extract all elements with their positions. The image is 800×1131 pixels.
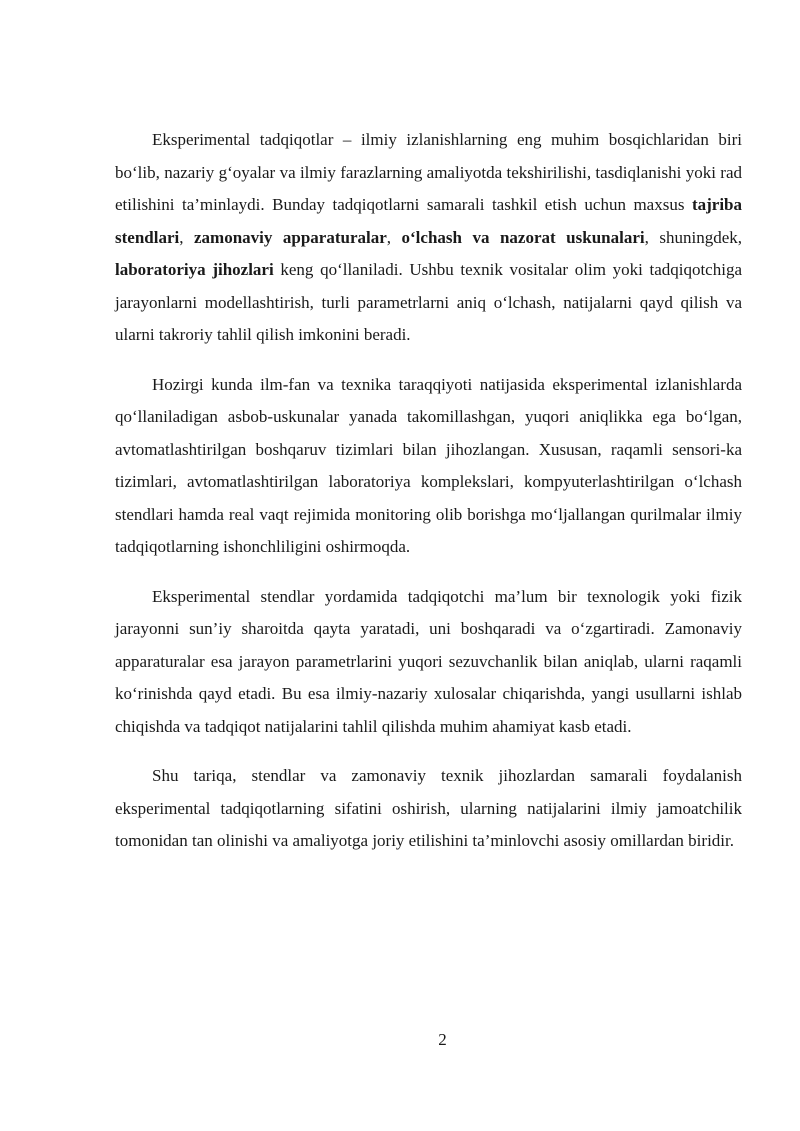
paragraph-text: keng qo‘llaniladi. Ushbu texnik vositalar olim yoki tadqiqotchiga jarayonlarni modellashtirish, turli parametrlarni aniq o‘lchash, natijalarni qayd qilish va ularni takroriy tahlil qilish imkonini beradi. xyxy=(115,260,743,344)
paragraph-4 xyxy=(115,760,742,858)
bold-term-olchash-uskunalari: o‘lchash va nazorat uskunalari xyxy=(401,227,645,247)
page-number: 2 xyxy=(438,1030,447,1049)
paragraph-text: Shu tariqa, stendlar va zamonaviy texnik jihozlardan samarali foydalanish eksperimental tadqiqotlarning sifatini oshirish, ularning natijalarini ilmiy jamoatchilik tomonidan tan olinishi va amaliyotga joriy etilishini ta’minlovchi asosiy omillardan biridir. xyxy=(115,766,742,850)
document-body xyxy=(115,124,742,858)
paragraph-text: Eksperimental stendlar yordamida tadqiqotchi ma’lum bir texnologik yoki fizik jarayonni sun’iy sharoitda qayta yaratadi, uni boshqaradi va o‘zgartiradi. Zamonaviy apparaturalar esa jarayon parametrlarini yuqori sezuvchanlik bilan aniqlab, ularni raqamli ko‘rinishda qayd etadi. Bu esa ilmiy-nazariy xulosalar chiqarishda, yangi usullarni ishlab chiqishda va tadqiqot natijalarini tahlil qilishda muhim ahamiyat kasb etadi. xyxy=(115,586,742,736)
paragraph-text: Hozirgi kunda ilm-fan va texnika taraqqiyoti natijasida eksperimental izlanishlarda qo‘llaniladigan asbob-uskunalar yanada takomillashgan, yuqori aniqlikka ega bo‘lgan, avtomatlashtirilgan boshqaruv tizimlari bilan jihozlangan. Xususan, raqamli sensori-ka tizimlari, avtomatlashtirilgan laboratoriya komplekslari, kompyuterlashtirilgan o‘lchash stendlari hamda real vaqt rejimida monitoring olib borishga mo‘ljallangan qurilmalar ilmiy tadqiqotlarning ishonchliligini oshirmoqda. xyxy=(115,374,742,556)
bold-term-laboratoriya-jihozlari: laboratoriya jihozlari xyxy=(115,260,274,279)
paragraph-text: Eksperimental tadqiqotlar – ilmiy izlanishlarning eng muhim bosqichlaridan biri bo‘lib, nazariy g‘oyalar va ilmiy farazlarning amaliyotda tekshirilishi, tasdiqlanishi yoki rad etilishini ta’minlaydi. Bunday tadqiqotlarni samarali tashkil etish uchun maxsus xyxy=(115,130,742,214)
paragraph-2 xyxy=(115,369,742,564)
paragraph-text: , xyxy=(386,227,402,247)
bold-term-tajriba-stendlari: tajriba stendlari xyxy=(115,195,742,247)
paragraph-1 xyxy=(115,124,742,352)
paragraph-3 xyxy=(115,581,742,744)
bold-term-zamonaviy-apparaturalar: zamonaviy apparaturalar xyxy=(193,227,387,247)
paragraph-text: , xyxy=(179,227,194,247)
paragraph-text: , shuningdek, xyxy=(644,227,742,247)
